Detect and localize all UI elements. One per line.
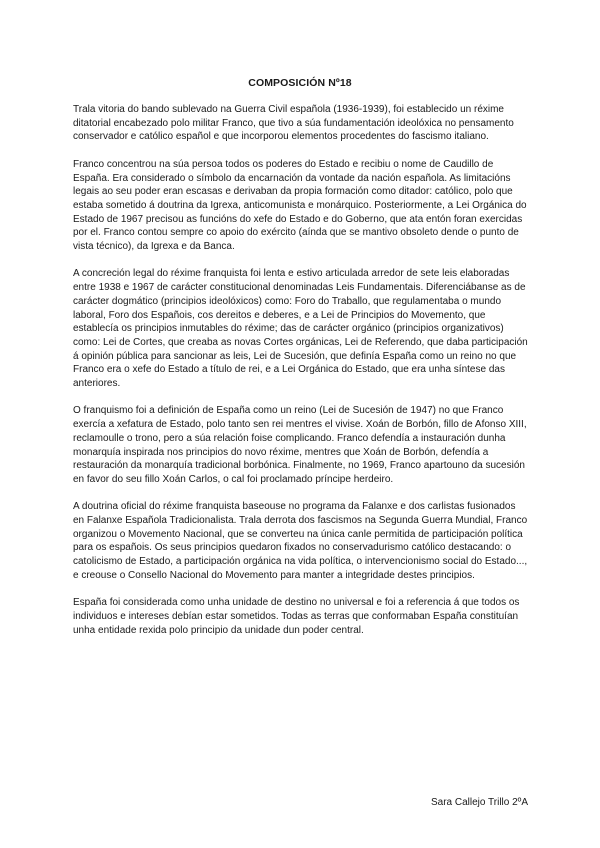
author-signature: Sara Callejo Trillo 2ºA: [430, 797, 528, 808]
paragraph-6: España foi considerada como unha unidade de destino no universal e foi a referencia á que todos os individuos e intereses debían estar sometidos. Todas as terras que conformaban España constituían unha entidade rexida polo principio da unidade dun poder central.: [73, 597, 520, 636]
paragraph-3: A concreción legal do réxime franquista foi lenta e estivo articulada arredor de sete leis elaboradas entre 1938 e 1967 de carácter constitucional denominadas Leis Fundamentais. Diferenciábanse as de carácter dogmático (principios ideolóxicos) como: Foro do Traballo, que regulamentaba o mundo laboral, Foro dos Españois, cos dereitos e deberes, e a Lei de Principios do Movemento, que establecía os principios inmutables do réxime; das de carácter orgánico (principios organizativos) como: Lei de Cortes, que creaba as novas Cortes orgánicas, Lei de Referendo, que daba participación á opinión pública para sancionar as leis, Lei de Sucesión, que definía España como un reino no que Franco era o xefe do Estado a título de rei, e a Lei Orgánica do Estado, que era unha síntese das anteriores.: [73, 268, 528, 390]
paragraph-4: O franquismo foi a definición de España como un reino (Lei de Sucesión de 1947) no que Franco exercía a xefatura de Estado, polo tanto sen rei mentres el vivise. Xoán de Borbón, fillo de Afonso XIII, reclamoulle o trono, pero a súa relación foise complicando. Franco defendía a instauración dunha monarquía inspirada nos principios do novo réxime, mentres que Xoán de Borbón, defendía a restauración da monarquía tradicional borbónica. Finalmente, no 1969, Franco apartouno da sucesión en favor do seu fillo Xoán Carlos, o cal foi proclamado príncipe herdeiro.: [73, 405, 527, 485]
document-body: [73, 103, 528, 651]
paragraph-1: Trala vitoria do bando sublevado na Guerra Civil española (1936-1939), foi establecido un réxime ditatorial encabezado polo militar Franco, que tivo a súa fundamentación ideolóxica no pensamento conservador e católico español e que incorporou elementos procedentes do fascismo italiano.: [73, 104, 514, 143]
paragraph-2: Franco concentrou na súa persoa todos os poderes do Estado e recibiu o nome de Caudillo de España. Era considerado o símbolo da encarnación da vontade da nación española. As limitacións legais ao seu poder eran escasas e derivaban da propia formación como ditador: católico, polo que estaba sometido á doutrina da Igrexa, anticomunista e monárquico. Posteriormente, a Lei Orgánica do Estado de 1967 precisou as funcións do xefe do Estado e do Goberno, que ata entón foran exercidas por el. Franco contou sempre co apoio do exército (aínda que se mantivo obsoleto dende o punto de vista técnico), da Igrexa e da Banca.: [73, 158, 527, 253]
paragraph-5: A doutrina oficial do réxime franquista baseouse no programa da Falanxe e dos carlistas fusionados en Falanxe Española Tradicionalista. Trala derrota dos fascismos na Segunda Guerra Mundial, Franco organizou o Movemento Nacional, que se converteu na única canle permitida de participación política para os españois. Os seus principios quedaron fixados no conservadurismo católico destacando: o catolicismo de Estado, a participación orgánica na vida política, o intervencionismo social do Estado..., e creouse o Consello Nacional do Movemento para manter a integridade destes principios.: [73, 501, 528, 581]
document-title: COMPOSICIÓN Nº18: [248, 77, 352, 89]
